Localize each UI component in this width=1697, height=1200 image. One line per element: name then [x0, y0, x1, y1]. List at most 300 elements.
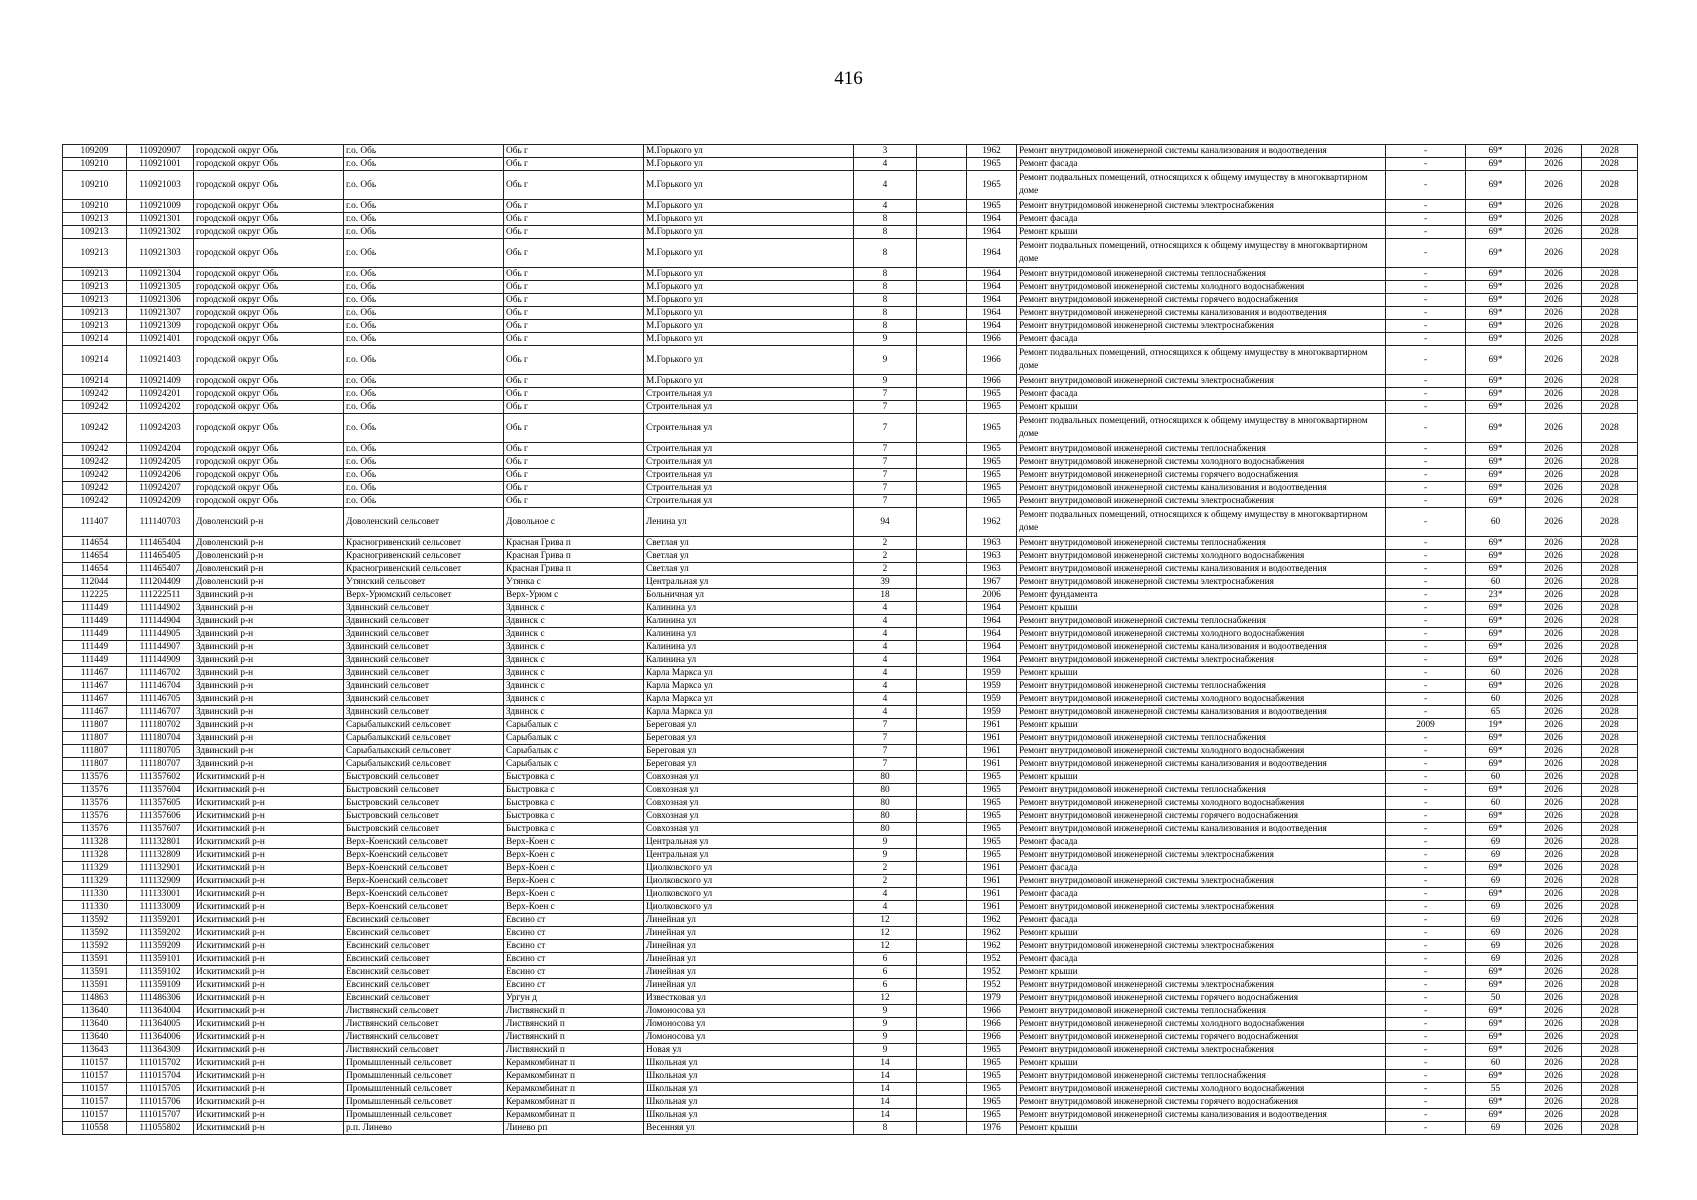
cell-building [917, 589, 967, 602]
cell-settlement: г.о. Обь [344, 443, 504, 456]
cell-plan-end-year: 2028 [1582, 875, 1638, 888]
cell-street: Ломоносова ул [644, 1018, 854, 1031]
cell-last-repair-year: - [1386, 171, 1466, 200]
cell-plan-start-year: 2026 [1526, 901, 1582, 914]
cell-house-number: 80 [854, 797, 917, 810]
cell-last-repair-year: - [1386, 927, 1466, 940]
cell-house-number: 4 [854, 602, 917, 615]
cell-work-type: Ремонт внутридомовой инженерной системы канализования и водоотведения [1017, 307, 1386, 320]
table-row [63, 641, 1638, 654]
cell-street: М.Горького ул [644, 375, 854, 388]
cell-year-built: 1965 [967, 388, 1017, 401]
table-row [63, 693, 1638, 706]
cell-last-repair-year: - [1386, 732, 1466, 745]
cell-municipal-district: городской округ Обь [194, 226, 344, 239]
cell-locality: Обь г [504, 281, 644, 294]
cell-settlement: Верх-Коенский сельсовет [344, 862, 504, 875]
cell-street: Известковая ул [644, 992, 854, 1005]
cell-street: Центральная ул [644, 849, 854, 862]
cell-municipal-district: Доволенский р-н [194, 563, 344, 576]
cell-building [917, 563, 967, 576]
cell-settlement: Здвинский сельсовет [344, 641, 504, 654]
table-row [63, 901, 1638, 914]
cell-plan-end-year: 2028 [1582, 615, 1638, 628]
cell-work-id: 111015707 [127, 1109, 194, 1122]
cell-wear-percent: 69* [1466, 1031, 1526, 1044]
cell-last-repair-year: - [1386, 602, 1466, 615]
cell-work-id: 111180707 [127, 758, 194, 771]
cell-record-id: 111807 [63, 732, 127, 745]
cell-wear-percent: 69* [1466, 213, 1526, 226]
cell-plan-end-year: 2028 [1582, 1070, 1638, 1083]
cell-work-type: Ремонт внутридомовой инженерной системы электроснабжения [1017, 375, 1386, 388]
cell-work-id: 111359109 [127, 979, 194, 992]
cell-locality: Обь г [504, 307, 644, 320]
cell-plan-start-year: 2026 [1526, 966, 1582, 979]
cell-locality: Сарыбалык с [504, 732, 644, 745]
cell-house-number: 80 [854, 810, 917, 823]
cell-municipal-district: Искитимский р-н [194, 927, 344, 940]
cell-municipal-district: Искитимский р-н [194, 914, 344, 927]
cell-building [917, 1083, 967, 1096]
cell-work-type: Ремонт крыши [1017, 1057, 1386, 1070]
cell-wear-percent: 69* [1466, 732, 1526, 745]
cell-record-id: 113592 [63, 914, 127, 927]
cell-wear-percent: 69* [1466, 1018, 1526, 1031]
cell-record-id: 111467 [63, 706, 127, 719]
cell-wear-percent: 69* [1466, 823, 1526, 836]
table-row [63, 784, 1638, 797]
cell-plan-end-year: 2028 [1582, 333, 1638, 346]
cell-year-built: 1961 [967, 758, 1017, 771]
cell-wear-percent: 69* [1466, 654, 1526, 667]
cell-wear-percent: 60 [1466, 508, 1526, 537]
cell-house-number: 7 [854, 758, 917, 771]
cell-municipal-district: городской округ Обь [194, 388, 344, 401]
cell-house-number: 7 [854, 732, 917, 745]
cell-locality: Евсино ст [504, 966, 644, 979]
cell-last-repair-year: - [1386, 641, 1466, 654]
cell-house-number: 4 [854, 901, 917, 914]
cell-work-type: Ремонт крыши [1017, 401, 1386, 414]
cell-year-built: 1965 [967, 771, 1017, 784]
cell-last-repair-year: - [1386, 281, 1466, 294]
cell-settlement: Листвянский сельсовет [344, 1018, 504, 1031]
cell-year-built: 1979 [967, 992, 1017, 1005]
cell-work-id: 111146704 [127, 680, 194, 693]
cell-year-built: 1965 [967, 401, 1017, 414]
cell-work-id: 110924203 [127, 414, 194, 443]
cell-plan-end-year: 2028 [1582, 388, 1638, 401]
cell-record-id: 113576 [63, 771, 127, 784]
cell-plan-start-year: 2026 [1526, 537, 1582, 550]
cell-work-type: Ремонт крыши [1017, 966, 1386, 979]
cell-work-id: 111465404 [127, 537, 194, 550]
cell-building [917, 1122, 967, 1135]
cell-house-number: 2 [854, 550, 917, 563]
cell-wear-percent: 69* [1466, 226, 1526, 239]
cell-house-number: 7 [854, 388, 917, 401]
cell-building [917, 1044, 967, 1057]
cell-house-number: 7 [854, 443, 917, 456]
cell-settlement: Евсинский сельсовет [344, 927, 504, 940]
cell-municipal-district: городской округ Обь [194, 401, 344, 414]
cell-street: Больничная ул [644, 589, 854, 602]
cell-last-repair-year: - [1386, 1070, 1466, 1083]
cell-plan-start-year: 2026 [1526, 200, 1582, 213]
cell-municipal-district: городской округ Обь [194, 346, 344, 375]
cell-plan-start-year: 2026 [1526, 1070, 1582, 1083]
cell-work-type: Ремонт внутридомовой инженерной системы холодного водоснабжения [1017, 456, 1386, 469]
cell-settlement: г.о. Обь [344, 495, 504, 508]
cell-record-id: 111807 [63, 758, 127, 771]
cell-street: Береговая ул [644, 758, 854, 771]
table-row [63, 992, 1638, 1005]
cell-wear-percent: 69 [1466, 1122, 1526, 1135]
cell-record-id: 111330 [63, 888, 127, 901]
cell-building [917, 482, 967, 495]
cell-record-id: 111449 [63, 641, 127, 654]
cell-plan-end-year: 2028 [1582, 171, 1638, 200]
cell-last-repair-year: - [1386, 875, 1466, 888]
cell-year-built: 1965 [967, 810, 1017, 823]
cell-year-built: 1965 [967, 1083, 1017, 1096]
cell-work-type: Ремонт внутридомовой инженерной системы горячего водоснабжения [1017, 469, 1386, 482]
cell-year-built: 1965 [967, 784, 1017, 797]
cell-house-number: 8 [854, 294, 917, 307]
cell-work-type: Ремонт крыши [1017, 602, 1386, 615]
cell-building [917, 836, 967, 849]
cell-plan-end-year: 2028 [1582, 1044, 1638, 1057]
cell-street: Школьная ул [644, 1057, 854, 1070]
cell-work-id: 110924201 [127, 388, 194, 401]
cell-year-built: 1965 [967, 495, 1017, 508]
cell-year-built: 1964 [967, 628, 1017, 641]
cell-record-id: 113643 [63, 1044, 127, 1057]
cell-work-id: 110921302 [127, 226, 194, 239]
cell-locality: Здвинск с [504, 641, 644, 654]
cell-plan-start-year: 2026 [1526, 414, 1582, 443]
cell-year-built: 1963 [967, 563, 1017, 576]
table-row [63, 680, 1638, 693]
cell-work-type: Ремонт крыши [1017, 1122, 1386, 1135]
cell-settlement: Промышленный сельсовет [344, 1109, 504, 1122]
cell-work-type: Ремонт крыши [1017, 719, 1386, 732]
cell-locality: Верх-Коен с [504, 836, 644, 849]
cell-wear-percent: 69* [1466, 375, 1526, 388]
table-row [63, 213, 1638, 226]
cell-plan-start-year: 2026 [1526, 469, 1582, 482]
cell-settlement: Евсинский сельсовет [344, 953, 504, 966]
table-row [63, 719, 1638, 732]
cell-plan-start-year: 2026 [1526, 226, 1582, 239]
cell-record-id: 111449 [63, 615, 127, 628]
cell-last-repair-year: - [1386, 1031, 1466, 1044]
cell-municipal-district: Здвинский р-н [194, 615, 344, 628]
cell-work-type: Ремонт подвальных помещений, относящихся к общему имуществу в многоквартирном доме [1017, 171, 1386, 200]
page-number: 416 [834, 68, 863, 89]
cell-year-built: 1965 [967, 823, 1017, 836]
cell-plan-end-year: 2028 [1582, 927, 1638, 940]
cell-record-id: 109213 [63, 307, 127, 320]
cell-locality: Обь г [504, 469, 644, 482]
cell-year-built: 2006 [967, 589, 1017, 602]
cell-street: Береговая ул [644, 745, 854, 758]
cell-plan-start-year: 2026 [1526, 239, 1582, 268]
cell-year-built: 1963 [967, 537, 1017, 550]
cell-municipal-district: городской округ Обь [194, 268, 344, 281]
cell-locality: Красная Грива п [504, 550, 644, 563]
cell-locality: Обь г [504, 268, 644, 281]
cell-municipal-district: Искитимский р-н [194, 771, 344, 784]
cell-building [917, 706, 967, 719]
cell-wear-percent: 69* [1466, 628, 1526, 641]
cell-record-id: 109210 [63, 200, 127, 213]
cell-plan-end-year: 2028 [1582, 375, 1638, 388]
cell-plan-start-year: 2026 [1526, 171, 1582, 200]
cell-plan-start-year: 2026 [1526, 836, 1582, 849]
cell-record-id: 111449 [63, 602, 127, 615]
cell-house-number: 12 [854, 914, 917, 927]
cell-last-repair-year: - [1386, 693, 1466, 706]
cell-record-id: 109214 [63, 375, 127, 388]
cell-plan-end-year: 2028 [1582, 158, 1638, 171]
cell-settlement: Красногривенский сельсовет [344, 563, 504, 576]
cell-street: Ломоносова ул [644, 1031, 854, 1044]
cell-last-repair-year: - [1386, 443, 1466, 456]
table-row [63, 927, 1638, 940]
cell-municipal-district: Искитимский р-н [194, 849, 344, 862]
cell-plan-end-year: 2028 [1582, 966, 1638, 979]
table-row [63, 615, 1638, 628]
cell-settlement: Здвинский сельсовет [344, 628, 504, 641]
cell-year-built: 1959 [967, 693, 1017, 706]
cell-plan-start-year: 2026 [1526, 654, 1582, 667]
cell-house-number: 4 [854, 654, 917, 667]
cell-wear-percent: 69 [1466, 849, 1526, 862]
cell-last-repair-year: - [1386, 953, 1466, 966]
cell-settlement: Листвянский сельсовет [344, 1005, 504, 1018]
table-row [63, 1031, 1638, 1044]
cell-settlement: Здвинский сельсовет [344, 667, 504, 680]
cell-work-id: 111015705 [127, 1083, 194, 1096]
cell-year-built: 1965 [967, 1096, 1017, 1109]
cell-work-id: 111132809 [127, 849, 194, 862]
cell-locality: Довольное с [504, 508, 644, 537]
cell-work-id: 110921009 [127, 200, 194, 213]
cell-last-repair-year: - [1386, 563, 1466, 576]
cell-last-repair-year: - [1386, 401, 1466, 414]
cell-work-id: 111359101 [127, 953, 194, 966]
cell-work-id: 111144907 [127, 641, 194, 654]
cell-settlement: Красногривенский сельсовет [344, 550, 504, 563]
cell-house-number: 14 [854, 1057, 917, 1070]
cell-house-number: 4 [854, 615, 917, 628]
cell-house-number: 14 [854, 1096, 917, 1109]
cell-building [917, 615, 967, 628]
cell-wear-percent: 69* [1466, 1109, 1526, 1122]
cell-building [917, 1096, 967, 1109]
cell-wear-percent: 69* [1466, 281, 1526, 294]
cell-locality: Верх-Коен с [504, 875, 644, 888]
cell-last-repair-year: - [1386, 836, 1466, 849]
cell-plan-start-year: 2026 [1526, 927, 1582, 940]
cell-locality: Здвинск с [504, 667, 644, 680]
cell-building [917, 797, 967, 810]
cell-year-built: 1965 [967, 1044, 1017, 1057]
cell-wear-percent: 19* [1466, 719, 1526, 732]
cell-plan-start-year: 2026 [1526, 823, 1582, 836]
cell-wear-percent: 69* [1466, 784, 1526, 797]
cell-building [917, 469, 967, 482]
cell-year-built: 1963 [967, 550, 1017, 563]
cell-municipal-district: городской округ Обь [194, 145, 344, 158]
cell-plan-start-year: 2026 [1526, 401, 1582, 414]
cell-work-type: Ремонт внутридомовой инженерной системы электроснабжения [1017, 576, 1386, 589]
cell-street: Светлая ул [644, 550, 854, 563]
cell-plan-start-year: 2026 [1526, 732, 1582, 745]
cell-work-type: Ремонт крыши [1017, 927, 1386, 940]
table-row [63, 940, 1638, 953]
cell-municipal-district: городской округ Обь [194, 294, 344, 307]
cell-street: Калинина ул [644, 602, 854, 615]
cell-municipal-district: Здвинский р-н [194, 641, 344, 654]
cell-plan-end-year: 2028 [1582, 401, 1638, 414]
cell-year-built: 1952 [967, 966, 1017, 979]
table-row [63, 823, 1638, 836]
cell-street: Школьная ул [644, 1096, 854, 1109]
cell-house-number: 9 [854, 375, 917, 388]
cell-settlement: г.о. Обь [344, 171, 504, 200]
cell-plan-start-year: 2026 [1526, 1018, 1582, 1031]
cell-settlement: г.о. Обь [344, 294, 504, 307]
cell-work-type: Ремонт внутридомовой инженерной системы теплоснабжения [1017, 615, 1386, 628]
cell-municipal-district: городской округ Обь [194, 158, 344, 171]
cell-street: Новая ул [644, 1044, 854, 1057]
cell-building [917, 1005, 967, 1018]
cell-work-id: 110921301 [127, 213, 194, 226]
cell-building [917, 239, 967, 268]
cell-plan-end-year: 2028 [1582, 239, 1638, 268]
cell-plan-start-year: 2026 [1526, 563, 1582, 576]
cell-street: Светлая ул [644, 563, 854, 576]
cell-locality: Керамкомбинат п [504, 1057, 644, 1070]
cell-record-id: 113576 [63, 784, 127, 797]
cell-plan-end-year: 2028 [1582, 537, 1638, 550]
cell-building [917, 320, 967, 333]
cell-street: Весенняя ул [644, 1122, 854, 1135]
cell-last-repair-year: - [1386, 346, 1466, 375]
cell-wear-percent: 69 [1466, 927, 1526, 940]
cell-plan-end-year: 2028 [1582, 1096, 1638, 1109]
cell-building [917, 281, 967, 294]
cell-plan-end-year: 2028 [1582, 1122, 1638, 1135]
cell-work-type: Ремонт внутридомовой инженерной системы канализования и водоотведения [1017, 145, 1386, 158]
cell-plan-start-year: 2026 [1526, 268, 1582, 281]
cell-year-built: 1965 [967, 1057, 1017, 1070]
cell-settlement: Верх-Коенский сельсовет [344, 836, 504, 849]
cell-settlement: Евсинский сельсовет [344, 992, 504, 1005]
cell-municipal-district: Искитимский р-н [194, 953, 344, 966]
cell-plan-end-year: 2028 [1582, 706, 1638, 719]
cell-last-repair-year: - [1386, 239, 1466, 268]
cell-work-id: 111465405 [127, 550, 194, 563]
cell-plan-start-year: 2026 [1526, 1057, 1582, 1070]
cell-settlement: Сарыбалыкский сельсовет [344, 745, 504, 758]
cell-house-number: 12 [854, 992, 917, 1005]
cell-settlement: г.о. Обь [344, 307, 504, 320]
cell-wear-percent: 69* [1466, 888, 1526, 901]
table-row [63, 414, 1638, 443]
cell-house-number: 14 [854, 1083, 917, 1096]
cell-last-repair-year: - [1386, 771, 1466, 784]
cell-street: Строительная ул [644, 469, 854, 482]
cell-building [917, 927, 967, 940]
cell-plan-start-year: 2026 [1526, 992, 1582, 1005]
cell-locality: Обь г [504, 158, 644, 171]
cell-settlement: Верх-Коенский сельсовет [344, 888, 504, 901]
cell-settlement: Сарыбалыкский сельсовет [344, 719, 504, 732]
cell-wear-percent: 69* [1466, 1096, 1526, 1109]
cell-wear-percent: 69* [1466, 758, 1526, 771]
cell-locality: Керамкомбинат п [504, 1109, 644, 1122]
cell-settlement: Евсинский сельсовет [344, 914, 504, 927]
table-row [63, 771, 1638, 784]
cell-municipal-district: городской округ Обь [194, 469, 344, 482]
cell-locality: Обь г [504, 333, 644, 346]
cell-last-repair-year: - [1386, 508, 1466, 537]
cell-record-id: 113640 [63, 1005, 127, 1018]
cell-record-id: 110157 [63, 1096, 127, 1109]
cell-street: М.Горького ул [644, 333, 854, 346]
cell-record-id: 109242 [63, 495, 127, 508]
cell-plan-end-year: 2028 [1582, 443, 1638, 456]
cell-plan-end-year: 2028 [1582, 654, 1638, 667]
cell-work-type: Ремонт внутридомовой инженерной системы электроснабжения [1017, 1044, 1386, 1057]
table-row [63, 849, 1638, 862]
cell-settlement: г.о. Обь [344, 320, 504, 333]
table-row [63, 443, 1638, 456]
cell-record-id: 111807 [63, 745, 127, 758]
cell-year-built: 1965 [967, 1070, 1017, 1083]
cell-work-type: Ремонт внутридомовой инженерной системы холодного водоснабжения [1017, 1083, 1386, 1096]
cell-settlement: г.о. Обь [344, 346, 504, 375]
cell-wear-percent: 69 [1466, 914, 1526, 927]
cell-last-repair-year: - [1386, 226, 1466, 239]
cell-locality: Здвинск с [504, 706, 644, 719]
cell-street: Строительная ул [644, 495, 854, 508]
cell-work-type: Ремонт внутридомовой инженерной системы теплоснабжения [1017, 1070, 1386, 1083]
cell-work-id: 111486306 [127, 992, 194, 1005]
cell-last-repair-year: - [1386, 495, 1466, 508]
table-row [63, 158, 1638, 171]
cell-locality: Сарыбалык с [504, 719, 644, 732]
cell-last-repair-year: - [1386, 469, 1466, 482]
cell-wear-percent: 65 [1466, 706, 1526, 719]
cell-settlement: г.о. Обь [344, 145, 504, 158]
cell-building [917, 966, 967, 979]
cell-locality: Быстровка с [504, 771, 644, 784]
cell-work-id: 111180702 [127, 719, 194, 732]
cell-last-repair-year: - [1386, 388, 1466, 401]
cell-street: Калинина ул [644, 641, 854, 654]
cell-house-number: 2 [854, 875, 917, 888]
cell-municipal-district: Искитимский р-н [194, 1122, 344, 1135]
table-row [63, 706, 1638, 719]
cell-building [917, 875, 967, 888]
cell-wear-percent: 50 [1466, 992, 1526, 1005]
cell-wear-percent: 69* [1466, 495, 1526, 508]
